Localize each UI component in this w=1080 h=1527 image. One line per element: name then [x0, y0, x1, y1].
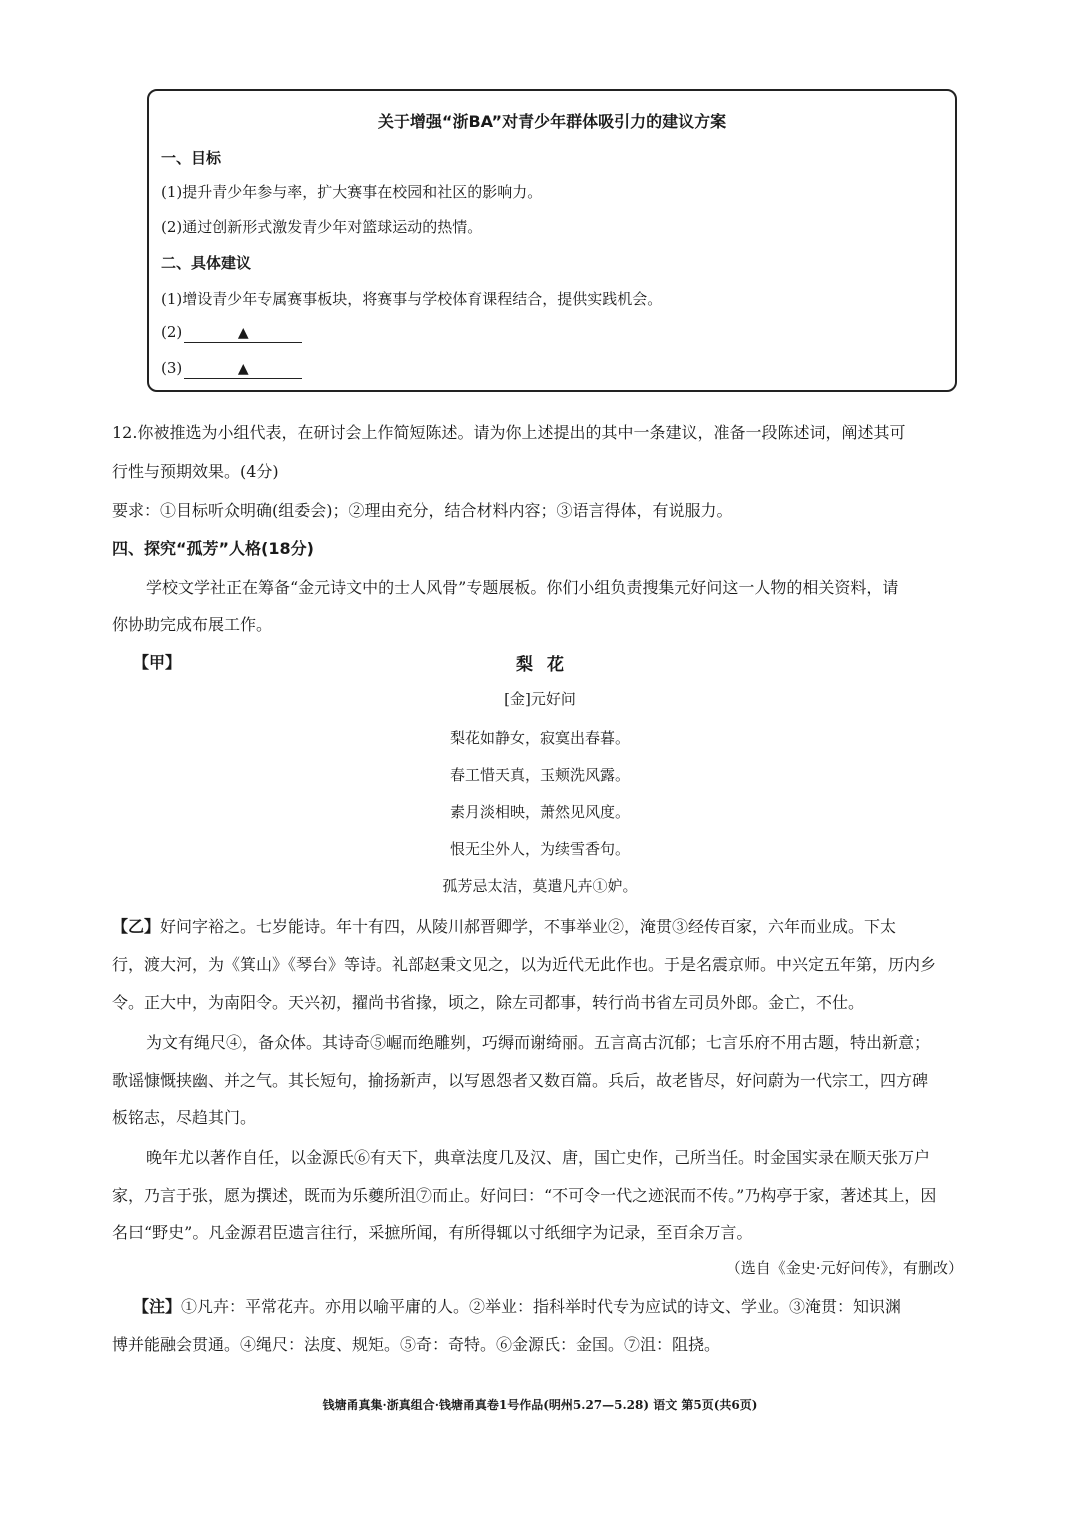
- notes-text: ①凡卉：平常花卉。亦用以喻平庸的人。②举业：指科举时代专为应试的诗文、学业。③淹贯：知识渊: [181, 1297, 902, 1316]
- notes-label: 【注】: [133, 1297, 182, 1316]
- proposal-box: [147, 89, 957, 392]
- question-12-line-1: 12.你被推选为小组代表，在研讨会上作简短陈述。请为你上述提出的其中一条建议，准备一段陈述词，阐述其可: [112, 423, 906, 442]
- question-12-line-2: 行性与预期效果。(4分): [112, 462, 279, 481]
- answer-blank-3[interactable]: ▲: [184, 361, 302, 379]
- question-12-requirements: 要求：①目标听众明确(组委会)；②理由充分，结合材料内容；③语言得体，有说服力。: [112, 501, 733, 520]
- suggestion-item-2: [161, 323, 302, 343]
- section-4-heading: 四、探究“孤芳”人格(18分): [112, 539, 314, 558]
- passage-line: 令。正大中，为南阳令。天兴初，擢尚书省掾，顷之，除左司都事，转行尚书省左司员外郎。金亡，不仕。: [112, 993, 865, 1012]
- section-4-intro-line-2: 你协助完成布展工作。: [112, 615, 273, 634]
- passage-line: 名曰“野史”。凡金源君臣遗言往行，采摭所闻，有所得辄以寸纸细字为记录，至百余万言。: [112, 1223, 753, 1242]
- poem-line: 春工惜天真，玉颊洗风露。: [449, 766, 630, 784]
- section-4-intro-line-1: 学校文学社正在筹备“金元诗文中的士人风骨”专题展板。你们小组负责搜集元好问这一人物的相关资料，请: [146, 578, 899, 597]
- poem-line: 素月淡相映，萧然见风度。: [449, 803, 630, 821]
- passage-line: 晚年尤以著作自任，以金源氏⑥有天下，典章法度几及汉、唐，国亡史作，己所当任。时金国实录在顺天张万户: [146, 1148, 931, 1167]
- passage-line: 歌谣慷慨挟幽、并之气。其长短句，揄扬新声，以写恩怨者又数百篇。兵后，故老皆尽，好问蔚为一代宗工，四方碑: [112, 1071, 929, 1090]
- goals-heading: 一、目标: [161, 149, 222, 167]
- notes-line-1: [133, 1294, 901, 1317]
- passage-line: 行，渡大河，为《箕山》《琴台》等诗。礼部赵秉文见之，以为近代无此作也。于是名震京师。中兴定五年第，历内乡: [112, 955, 937, 974]
- suggestion-item-1: (1)增设青少年专属赛事板块，将赛事与学校体育课程结合，提供实践机会。: [161, 290, 663, 308]
- goal-item-2: (2)通过创新形式激发青少年对篮球运动的热情。: [161, 218, 483, 236]
- poem-line: 梨花如静女，寂寞出春暮。: [449, 729, 630, 747]
- passage-line: 家，乃言于张，愿为撰述，既而为乐夔所沮⑦而止。好问曰：“不可令一代之迹泯而不传。”乃构亭于家，著述其上，因: [112, 1186, 937, 1205]
- poem-label: 【甲】: [133, 653, 182, 672]
- passage-source: （选自《金史·元好问传》，有删改）: [725, 1259, 963, 1277]
- proposal-title: 关于增强“浙BA”对青少年群体吸引力的建议方案: [377, 112, 727, 131]
- page-footer: 钱塘甬真集·浙真组合·钱塘甬真卷1号作品(明州5.27—5.28) 语文 第5页(共6页): [322, 1398, 758, 1412]
- answer-blank-2[interactable]: ▲: [184, 325, 302, 343]
- passage-line: [112, 914, 896, 937]
- passage-text: 好问字裕之。七岁能诗。年十有四，从陵川郝晋卿学，不事举业②，淹贯③经传百家，六年而业成。下太: [160, 917, 897, 936]
- suggestions-heading: 二、具体建议: [161, 254, 252, 272]
- notes-line-2: 博并能融会贯通。④绳尺：法度、规矩。⑤奇：奇特。⑥金源氏：金国。⑦沮：阻挠。: [112, 1335, 721, 1354]
- poem-line: 恨无尘外人，为续雪香句。: [449, 840, 630, 858]
- poem-title: 梨花: [516, 655, 578, 675]
- passage-line: 板铭志，尽趋其门。: [112, 1108, 257, 1127]
- suggestion-2-label: (2): [161, 323, 183, 341]
- goal-item-1: (1)提升青少年参与率，扩大赛事在校园和社区的影响力。: [161, 183, 543, 201]
- suggestion-item-3: [161, 359, 302, 379]
- suggestion-3-label: (3): [161, 359, 183, 377]
- passage-line: 为文有绳尺④，备众体。其诗奇⑤崛而绝雕刿，巧缛而谢绮丽。五言高古沉郁；七言乐府不用古题，特出新意；: [146, 1033, 931, 1052]
- poem-author: [金]元好问: [504, 690, 576, 708]
- poem-line: 孤芳忌太洁，莫遣凡卉①妒。: [442, 877, 638, 895]
- passage-label: 【乙】: [112, 917, 161, 936]
